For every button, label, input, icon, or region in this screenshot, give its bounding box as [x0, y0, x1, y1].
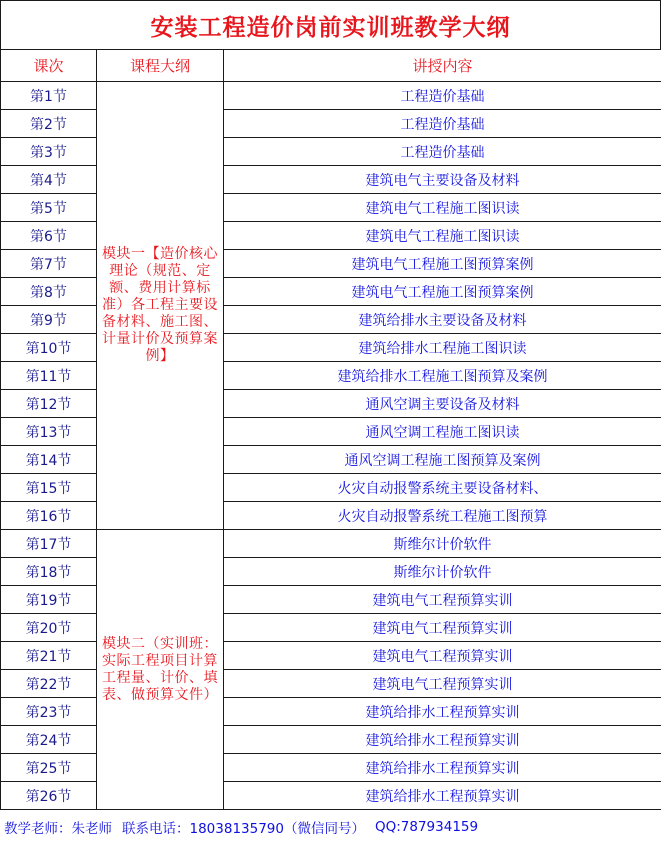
lesson-content: 建筑电气工程施工图识读	[224, 194, 661, 222]
lesson-content: 建筑电气工程预算实训	[224, 614, 661, 642]
lesson-number: 第6节	[1, 222, 97, 250]
lesson-content: 斯维尔计价软件	[224, 530, 661, 558]
column-header-lesson: 课次	[1, 50, 97, 82]
module-cell-2: 模块二（实训班：实际工程项目计算工程量、计价、填表、做预算文件）	[97, 530, 224, 810]
lesson-number: 第1节	[1, 82, 97, 110]
phone-info: 联系电话：18038135790（微信同号）	[122, 821, 365, 837]
lesson-content: 工程造价基础	[224, 110, 661, 138]
lesson-content: 建筑给排水工程预算实训	[224, 782, 661, 810]
lesson-number: 第4节	[1, 166, 97, 194]
lesson-content: 工程造价基础	[224, 82, 661, 110]
lesson-content: 通风空调主要设备及材料	[224, 390, 661, 418]
lesson-content: 通风空调工程施工图识读	[224, 418, 661, 446]
module-cell-1: 模块一【造价核心理论（规范、定额、费用计算标准）各工程主要设备材料、施工图、计量计价及预算案例】	[97, 82, 224, 530]
column-header-outline: 课程大纲	[97, 50, 224, 82]
lesson-number: 第14节	[1, 446, 97, 474]
lesson-content: 建筑给排水工程施工图识读	[224, 334, 661, 362]
lesson-number: 第18节	[1, 558, 97, 586]
lesson-content: 建筑电气工程施工图识读	[224, 222, 661, 250]
lesson-number: 第25节	[1, 754, 97, 782]
lesson-number: 第23节	[1, 698, 97, 726]
lesson-number: 第21节	[1, 642, 97, 670]
lesson-content: 斯维尔计价软件	[224, 558, 661, 586]
lesson-number: 第9节	[1, 306, 97, 334]
table-body	[1, 82, 661, 810]
lesson-number: 第7节	[1, 250, 97, 278]
lesson-content: 建筑给排水主要设备及材料	[224, 306, 661, 334]
table-row	[1, 82, 661, 110]
lesson-number: 第8节	[1, 278, 97, 306]
lesson-number: 第19节	[1, 586, 97, 614]
lesson-content: 建筑给排水工程预算实训	[224, 726, 661, 754]
lesson-number: 第24节	[1, 726, 97, 754]
lesson-content: 建筑电气工程预算实训	[224, 642, 661, 670]
lesson-content: 建筑给排水工程预算实训	[224, 698, 661, 726]
lesson-number: 第3节	[1, 138, 97, 166]
lesson-content: 通风空调工程施工图预算及案例	[224, 446, 661, 474]
contact-footer	[0, 811, 661, 843]
lesson-number: 第16节	[1, 502, 97, 530]
lesson-number: 第12节	[1, 390, 97, 418]
lesson-number: 第20节	[1, 614, 97, 642]
teacher-info: 教学老师：朱老师	[4, 821, 112, 837]
page-title: 安装工程造价岗前实训班教学大纲	[0, 0, 661, 49]
lesson-content: 建筑电气工程施工图预算案例	[224, 278, 661, 306]
qq-info: QQ:787934159	[374, 819, 479, 835]
syllabus-table	[0, 49, 661, 810]
lesson-content: 建筑给排水工程预算实训	[224, 754, 661, 782]
lesson-number: 第13节	[1, 418, 97, 446]
lesson-number: 第10节	[1, 334, 97, 362]
lesson-content: 建筑给排水工程施工图预算及案例	[224, 362, 661, 390]
lesson-number: 第26节	[1, 782, 97, 810]
lesson-number: 第2节	[1, 110, 97, 138]
lesson-content: 建筑电气工程施工图预算案例	[224, 250, 661, 278]
lesson-number: 第17节	[1, 530, 97, 558]
table-row	[1, 530, 661, 558]
column-header-content: 讲授内容	[224, 50, 661, 82]
lesson-content: 建筑电气工程预算实训	[224, 586, 661, 614]
lesson-content: 工程造价基础	[224, 138, 661, 166]
lesson-content: 火灾自动报警系统主要设备材料、	[224, 474, 661, 502]
lesson-content: 建筑电气主要设备及材料	[224, 166, 661, 194]
lesson-number: 第15节	[1, 474, 97, 502]
table-header-row	[1, 50, 661, 82]
lesson-content: 火灾自动报警系统工程施工图预算	[224, 502, 661, 530]
lesson-number: 第11节	[1, 362, 97, 390]
lesson-number: 第5节	[1, 194, 97, 222]
lesson-number: 第22节	[1, 670, 97, 698]
lesson-content: 建筑电气工程预算实训	[224, 670, 661, 698]
